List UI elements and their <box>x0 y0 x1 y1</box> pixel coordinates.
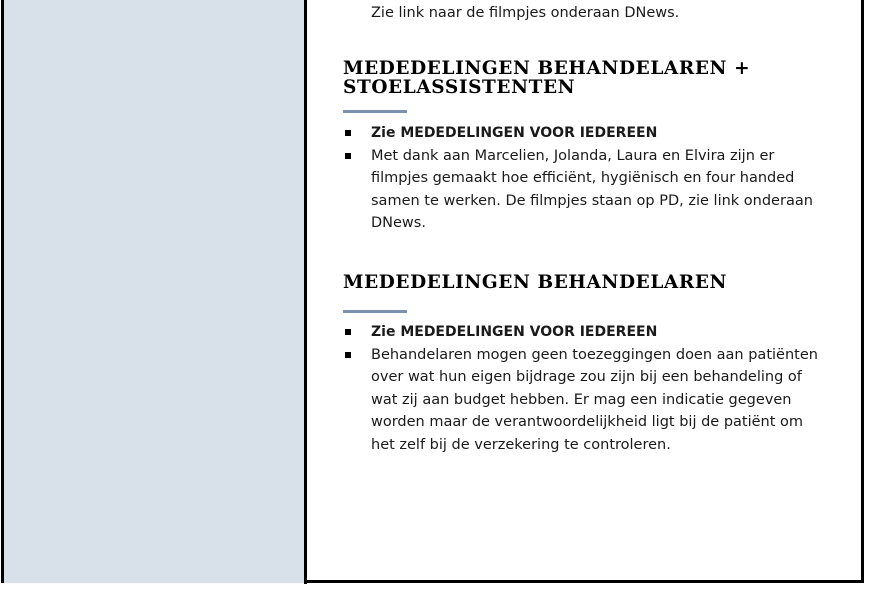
bullet-icon <box>345 329 351 335</box>
heading-line-2: STOELASSISTENTEN <box>343 77 576 98</box>
list-item-text: Zie MEDEDELINGEN VOOR IEDEREEN <box>371 324 658 340</box>
carry-over-text: Zie link naar de filmpjes onderaan DNews. <box>371 5 680 21</box>
list-item-text: Zie MEDEDELINGEN VOOR IEDEREEN <box>371 125 658 141</box>
list-item <box>343 321 828 344</box>
sidebar-panel <box>4 0 304 583</box>
heading-underline <box>343 310 407 313</box>
section-heading-behandelaren-stoelassistenten <box>343 59 750 97</box>
list-item-text: Behandelaren mogen geen toezeggingen doen aan patiënten over wat hun eigen bijdrage zou zijn bij een behandeling of wat zij aan budget hebben. Er mag een indicatie gegeven worden maar de verantwoordelijkheid ligt bij de patiënt om het zelf bij de verzekering te controleren. <box>371 346 818 453</box>
section-heading-behandelaren <box>343 273 727 292</box>
list-item <box>343 145 828 235</box>
list-item <box>343 122 828 145</box>
list-item-text: Met dank aan Marcelien, Jolanda, Laura en Elvira zijn er filmpjes gemaakt hoe efficiënt, hygiënisch en four handed samen te werken. De filmpjes staan op PD, zie link onderaan DNews. <box>371 147 813 231</box>
heading-underline <box>343 110 407 113</box>
heading-line-1: MEDEDELINGEN BEHANDELAREN + <box>343 58 751 79</box>
bullet-list <box>343 321 828 456</box>
heading-line-1: MEDEDELINGEN BEHANDELAREN <box>343 272 728 293</box>
column-divider <box>304 0 307 584</box>
bullet-list <box>343 122 828 235</box>
bullet-icon <box>345 153 351 159</box>
bullet-icon <box>345 130 351 136</box>
list-item <box>343 344 828 457</box>
bullet-icon <box>345 352 351 358</box>
